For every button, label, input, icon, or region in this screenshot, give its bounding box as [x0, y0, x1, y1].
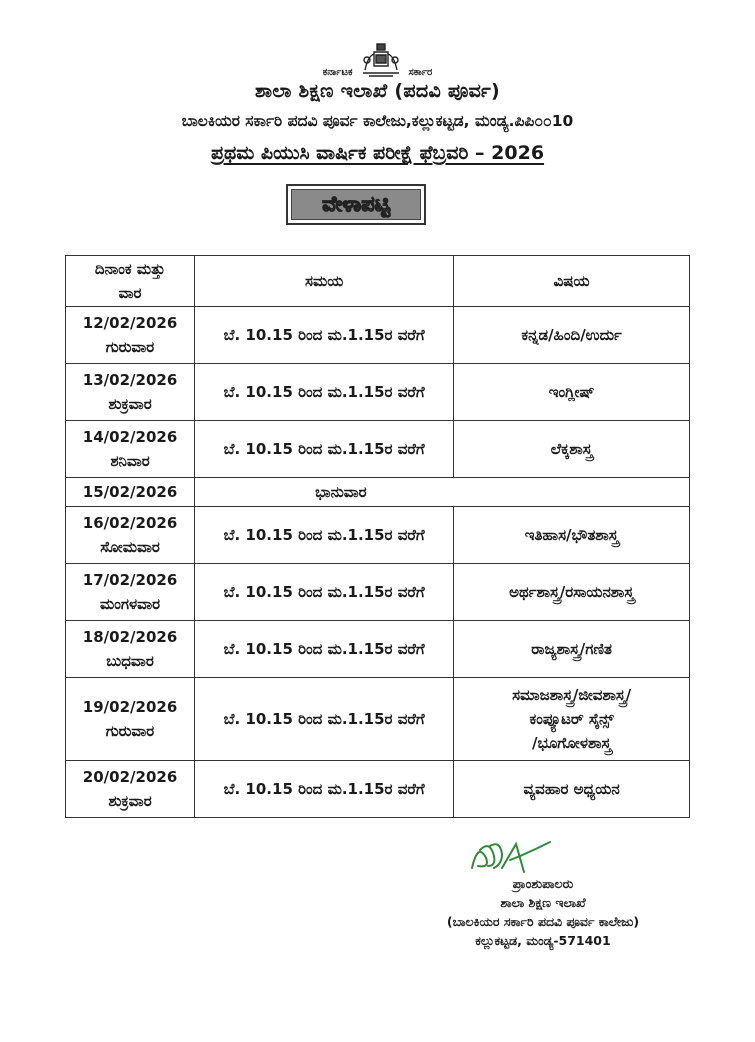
time-cell: ಬೆ. 10.15 ರಿಂದ ಮ.1.15ರ ವರೆಗೆ: [195, 761, 454, 818]
day-text: ಶುಕ್ರವಾರ: [108, 792, 152, 810]
header-time: ಸಮಯ: [195, 256, 454, 307]
signatory-title: ಪ್ರಾಂಶುಪಾಲರು: [512, 876, 574, 891]
exam-title-text: ಪ್ರಥಮ ಪಿಯುಸಿ ವಾರ್ಷಿಕ ಪರೀಕ್ಷೆ ಫೆಬ್ರವರಿ – 2026: [210, 142, 545, 164]
table-row: [66, 564, 690, 621]
date-text: 19/02/2026: [82, 698, 178, 716]
time-cell: ಬೆ. 10.15 ರಿಂದ ಮ.1.15ರ ವರೆಗೆ: [195, 421, 454, 478]
date-cell: [66, 507, 195, 564]
exam-schedule-table: [65, 255, 690, 818]
date-cell: [66, 621, 195, 678]
subject-cell: ಕನ್ನಡ/ಹಿಂದಿ/ಉರ್ದು: [454, 307, 690, 364]
table-header-row: [66, 256, 690, 307]
signatory-address: ಕಲ್ಲುಕಟ್ಟಡ, ಮಂಡ್ಯ-571401: [475, 933, 611, 948]
subject-line: ಸಮಾಜಶಾಸ್ತ್ರ/ಜೀವಶಾಸ್ತ್ರ/: [512, 686, 632, 704]
date-text: 14/02/2026: [82, 428, 178, 446]
date-text: 12/02/2026: [82, 314, 178, 332]
government-line: [0, 42, 755, 78]
subject-cell: [454, 678, 690, 761]
day-text: ಸೋಮವಾರ: [100, 538, 160, 556]
date-cell: [66, 421, 195, 478]
day-text: ಶುಕ್ರವಾರ: [108, 395, 152, 413]
table-row-holiday: [66, 478, 690, 507]
gov-label-right: ಸರ್ಕಾರ: [408, 67, 433, 78]
signatory-department: ಶಾಲಾ ಶಿಕ್ಷಣ ಇಲಾಖೆ: [500, 895, 586, 910]
date-text: 13/02/2026: [82, 371, 178, 389]
table-row: [66, 421, 690, 478]
header-date-label: ದಿನಾಂಕ ಮತ್ತು: [94, 260, 166, 278]
header-date-day: [66, 256, 195, 307]
date-text: 16/02/2026: [82, 514, 178, 532]
gov-label-left: ಕರ್ನಾಟಕ: [322, 67, 353, 78]
date-text: 18/02/2026: [82, 628, 178, 646]
state-emblem-icon: [361, 42, 401, 78]
table-row: [66, 761, 690, 818]
table-row: [66, 364, 690, 421]
date-cell: [66, 364, 195, 421]
table-row: [66, 621, 690, 678]
holiday-cell: [195, 478, 690, 507]
subject-cell: ಇಂಗ್ಲೀಷ್: [454, 364, 690, 421]
subject-cell: ಇತಿಹಾಸ/ಭೌತಶಾಸ್ತ್ರ: [454, 507, 690, 564]
exam-title: [0, 142, 755, 164]
subject-line: /ಭೂಗೋಳಶಾಸ್ತ್ರ: [531, 734, 612, 752]
signatory-college: (ಬಾಲಕಿಯರ ಸರ್ಕಾರಿ ಪದವಿ ಪೂರ್ವ ಕಾಲೇಜು): [446, 914, 640, 929]
subject-cell: ಅರ್ಥಶಾಸ್ತ್ರ/ರಸಾಯನಶಾಸ್ತ್ರ: [454, 564, 690, 621]
day-text: ಗುರುವಾರ: [105, 338, 155, 356]
day-text: ಗುರುವಾರ: [105, 722, 155, 740]
college-name: ಬಾಲಕಿಯರ ಸರ್ಕಾರಿ ಪದವಿ ಪೂರ್ವ ಕಾಲೇಜು,ಕಲ್ಲುಕಟ್ಟಡ, ಮಂಡ್ಯ.ಪಿಪಿ೦೦10: [181, 112, 574, 130]
table-row: [66, 678, 690, 761]
holiday-text: ಭಾನುವಾರ: [315, 483, 367, 501]
header-subject: ವಿಷಯ: [454, 256, 690, 307]
header-day-label: ವಾರ: [118, 284, 142, 302]
table-row: [66, 507, 690, 564]
date-text: 17/02/2026: [82, 571, 178, 589]
timetable-badge-frame: [286, 184, 426, 225]
time-cell: ಬೆ. 10.15 ರಿಂದ ಮ.1.15ರ ವರೆಗೆ: [195, 621, 454, 678]
table-row: [66, 307, 690, 364]
time-cell: ಬೆ. 10.15 ರಿಂದ ಮ.1.15ರ ವರೆಗೆ: [195, 564, 454, 621]
date-cell: [66, 678, 195, 761]
time-cell: ಬೆ. 10.15 ರಿಂದ ಮ.1.15ರ ವರೆಗೆ: [195, 678, 454, 761]
time-cell: ಬೆ. 10.15 ರಿಂದ ಮ.1.15ರ ವರೆಗೆ: [195, 507, 454, 564]
subject-cell: ರಾಜ್ಯಶಾಸ್ತ್ರ/ಗಣಿತ: [454, 621, 690, 678]
day-text: ಬುಧವಾರ: [106, 652, 154, 670]
day-text: ಮಂಗಳವಾರ: [100, 595, 161, 613]
department-heading: ಶಾಲಾ ಶಿಕ್ಷಣ ಇಲಾಖೆ (ಪದವಿ ಪೂರ್ವ): [254, 80, 501, 102]
day-text: ಶನಿವಾರ: [110, 452, 150, 470]
date-cell: [66, 564, 195, 621]
date-cell: 15/02/2026: [66, 478, 195, 507]
date-cell: [66, 307, 195, 364]
time-cell: ಬೆ. 10.15 ರಿಂದ ಮ.1.15ರ ವರೆಗೆ: [195, 364, 454, 421]
time-cell: ಬೆ. 10.15 ರಿಂದ ಮ.1.15ರ ವರೆಗೆ: [195, 307, 454, 364]
subject-cell: ಲೆಕ್ಕಶಾಸ್ತ್ರ: [454, 421, 690, 478]
date-text: 20/02/2026: [82, 768, 178, 786]
subject-cell: ವ್ಯವಹಾರ ಅಧ್ಯಯನ: [454, 761, 690, 818]
signature-block: [398, 874, 688, 950]
timetable-badge: ವೇಳಾಪಟ್ಟಿ: [291, 189, 421, 220]
subject-line: ಕಂಪ್ಯೂಟರ್ ಸೈನ್ಸ್: [529, 710, 614, 728]
date-cell: [66, 761, 195, 818]
